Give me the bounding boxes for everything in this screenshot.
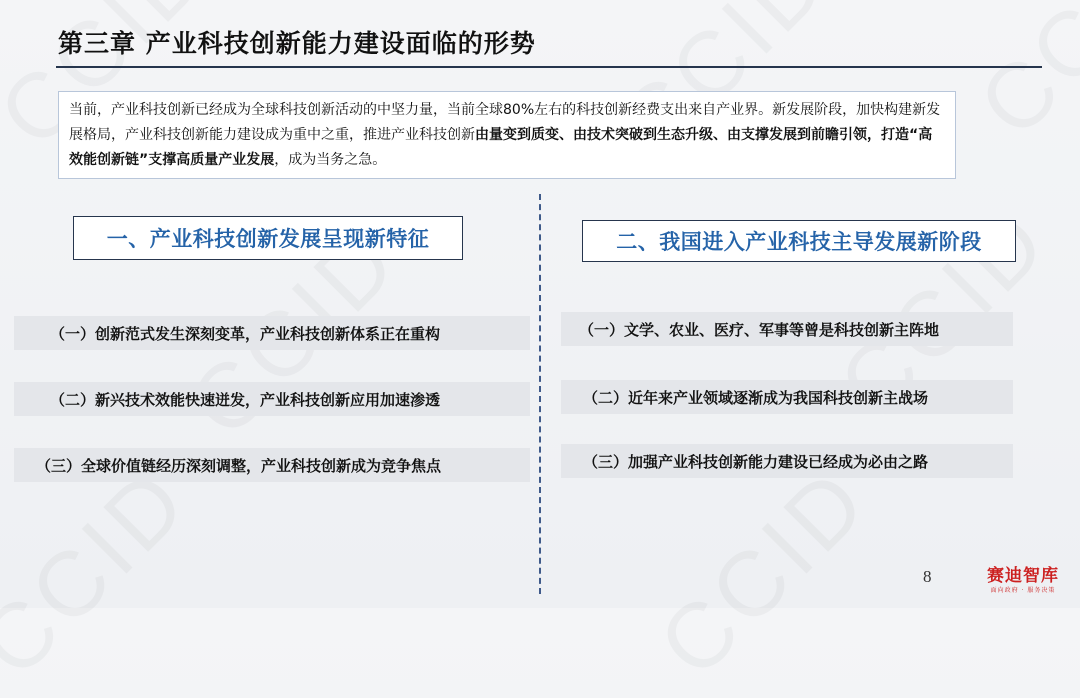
- page-title: 第三章 产业科技创新能力建设面临的形势: [58, 29, 536, 58]
- right-item: （二）近年来产业领域逐渐成为我国科技创新主战场: [561, 380, 1013, 414]
- intro-text: 当前，产业科技创新已经成为全球科技创新活动的中坚力量，当前全球80%左右的科技创新经费支出来自产业界。新发展阶段，加快构建新发展格局，产业科技创新能力建设成为重中之重，推进产业科技创新: [69, 102, 941, 143]
- left-item: （一）创新范式发生深刻变革，产业科技创新体系正在重构: [14, 316, 530, 350]
- left-section-heading: 一、产业科技创新发展呈现新特征: [73, 216, 463, 260]
- right-item: （一）文学、农业、医疗、军事等曾是科技创新主阵地: [561, 312, 1013, 346]
- left-item: （二）新兴技术效能快速迸发，产业科技创新应用加速渗透: [14, 382, 530, 416]
- intro-text-box: [58, 91, 956, 179]
- title-divider: [56, 66, 1042, 68]
- column-divider: [539, 194, 541, 594]
- watermark: [959, 0, 1080, 158]
- right-item: （三）加强产业科技创新能力建设已经成为必由之路: [561, 444, 1013, 478]
- intro-bold-text: 由量变到质变、由技术突破到生态升级、由支撑发展到前瞻引领，打造“高效能创新链”支撑高质量产业发展: [69, 127, 933, 168]
- logo-main-text: 赛迪智库: [987, 566, 1059, 586]
- watermark: [639, 447, 889, 697]
- page-number: 8: [923, 567, 932, 586]
- watermark: [0, 447, 210, 697]
- logo-sub-text: 面向政府 · 服务决策: [990, 587, 1056, 594]
- ccid-logo: [978, 566, 1068, 595]
- right-section-heading: 二、我国进入产业科技主导发展新阶段: [582, 220, 1016, 262]
- left-item: （三）全球价值链经历深刻调整，产业科技创新成为竞争焦点: [14, 448, 530, 482]
- intro-text-end: ，成为当务之急。: [274, 152, 387, 168]
